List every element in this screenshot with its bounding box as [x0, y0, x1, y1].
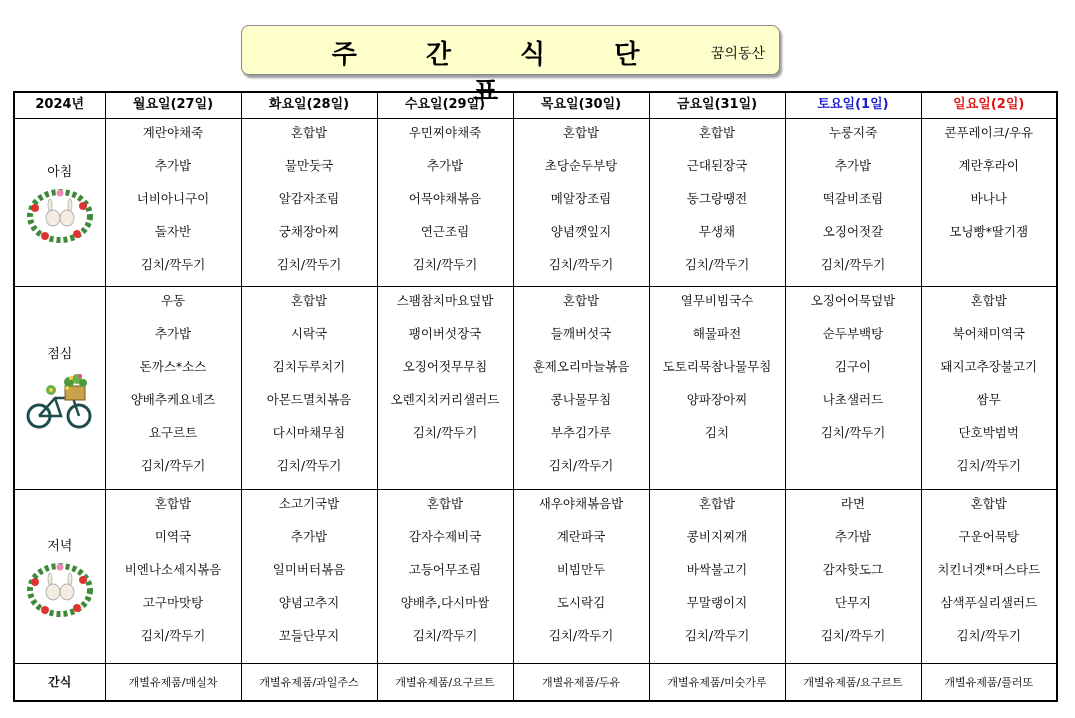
- menu-item: 콩나물무침: [550, 392, 612, 408]
- menu-item: 돈까스*소스: [139, 359, 207, 375]
- meal-label-cell: [14, 489, 105, 663]
- flower-bicycle-icon: [25, 368, 95, 432]
- menu-item: 혼합밥: [290, 293, 328, 309]
- menu-item: 바나나: [970, 191, 1007, 206]
- menu-item: 어묵야채볶음: [408, 191, 482, 206]
- day-header: 화요일(28일): [241, 92, 377, 119]
- menu-item: 양념고추지: [278, 594, 340, 610]
- menu-cell: [377, 287, 513, 489]
- menu-item: 도토리묵참나물무침: [662, 359, 772, 375]
- menu-item: 누룽지죽: [828, 125, 878, 140]
- menu-cell: [921, 119, 1057, 287]
- menu-item: 부추김가루: [550, 425, 612, 441]
- menu-item: 김치/깍두기: [548, 627, 614, 643]
- menu-item: 오징어젓무무침: [402, 359, 488, 375]
- menu-cell: [513, 287, 649, 489]
- menu-item: 떡갈비조림: [822, 191, 884, 206]
- menu-item: 감자핫도그: [822, 561, 884, 577]
- menu-cell: [785, 489, 921, 663]
- menu-item: 김치/깍두기: [140, 627, 206, 643]
- menu-item: 감자수제비국: [408, 528, 482, 544]
- menu-item: 꼬들단무지: [278, 627, 340, 643]
- menu-item: 다시마채무침: [272, 425, 346, 441]
- menu-item: 김치/깍두기: [820, 257, 886, 272]
- menu-item: 고구마맛탕: [142, 594, 204, 610]
- menu-item: 스팸참치마요덮밥: [396, 293, 494, 309]
- menu-cell: [105, 489, 241, 663]
- menu-item: 추가밥: [290, 528, 328, 544]
- menu-item: 김치/깍두기: [412, 257, 478, 272]
- menu-item: 양배추케요네즈: [130, 392, 216, 408]
- menu-item: 단무지: [834, 594, 872, 610]
- menu-cell: [377, 489, 513, 663]
- menu-item: 김치/깍두기: [548, 257, 614, 272]
- menu-item: 김치/깍두기: [548, 458, 614, 474]
- menu-item: 혼합밥: [698, 125, 736, 140]
- menu-item: 김치/깍두기: [276, 257, 342, 272]
- menu-item: 추가밥: [834, 528, 872, 544]
- menu-item: 고등어무조림: [408, 561, 482, 577]
- menu-item: 일미버터볶음: [272, 561, 346, 577]
- day-header: 수요일(29일): [377, 92, 513, 119]
- snack-label: 간식: [14, 663, 105, 701]
- year-header: 2024년: [14, 92, 105, 119]
- menu-item: 단호박범벅: [958, 425, 1019, 441]
- menu-item: 나초샐러드: [822, 392, 884, 408]
- menu-item: 계란후라이: [958, 158, 1019, 173]
- meal-label-cell: [14, 119, 105, 287]
- menu-item: 라면: [840, 495, 866, 511]
- menu-item: 오징어어묵덮밥: [810, 293, 896, 309]
- snack-cell: 개별유제품/과일주스: [241, 663, 377, 701]
- bunny-wreath-icon: [25, 186, 95, 244]
- menu-item: 알감자조림: [278, 191, 340, 206]
- menu-item: 양배추,다시마쌈: [400, 594, 490, 610]
- snack-cell: 개별유제품/두유: [513, 663, 649, 701]
- menu-item: 삼색푸실리샐러드: [940, 594, 1038, 610]
- menu-item: 김치/깍두기: [140, 257, 206, 272]
- menu-item: 시락국: [290, 326, 328, 342]
- menu-item: 계란파국: [556, 528, 606, 544]
- menu-cell: [513, 119, 649, 287]
- menu-item: 북어채미역국: [952, 326, 1025, 342]
- menu-item: 연근조림: [420, 224, 470, 239]
- day-header: 목요일(30일): [513, 92, 649, 119]
- menu-item: 요구르트: [148, 425, 198, 441]
- menu-item: 오렌지치커리샐러드: [390, 392, 500, 408]
- menu-item: 혼합밥: [562, 293, 600, 309]
- bunny-wreath-icon: [25, 560, 95, 618]
- menu-cell: [921, 489, 1057, 663]
- menu-item: 무생채: [698, 224, 736, 239]
- menu-item: 추가밥: [426, 158, 464, 173]
- meal-label-cell: [14, 287, 105, 489]
- menu-item: 소고기국밥: [278, 495, 340, 511]
- day-header-sunday: 일요일(2일): [921, 92, 1057, 119]
- menu-item: 추가밥: [834, 158, 872, 173]
- menu-item: 추가밥: [154, 158, 192, 173]
- menu-item: 김치/깍두기: [276, 458, 342, 474]
- menu-item: 김치/깍두기: [412, 627, 478, 643]
- snack-cell: 개별유제품/플러또: [921, 663, 1057, 701]
- menu-item: 새우야채볶음밥: [538, 495, 624, 511]
- menu-item: 김치두루치기: [272, 359, 346, 375]
- menu-item: 김치/깍두기: [684, 257, 750, 272]
- menu-item: 혼합밥: [562, 125, 600, 140]
- menu-item: 김치/깍두기: [820, 627, 886, 643]
- snack-cell: 개별유제품/요구르트: [377, 663, 513, 701]
- page-title: 주 간 식 단 표: [331, 40, 670, 107]
- menu-item: 무말랭이지: [686, 594, 748, 610]
- menu-item: 혼합밥: [970, 495, 1007, 511]
- menu-item: 혼합밥: [290, 125, 328, 140]
- menu-cell: [105, 119, 241, 287]
- menu-item: 너비아니구이: [136, 191, 210, 206]
- menu-cell: [785, 287, 921, 489]
- menu-item: 김치/깍두기: [140, 458, 206, 474]
- menu-cell: [377, 119, 513, 287]
- meal-row-1: [14, 287, 1057, 489]
- menu-item: 모닝빵*딸기잼: [949, 224, 1029, 239]
- menu-item: 도시락김: [556, 594, 606, 610]
- menu-item: 양념깻잎지: [550, 224, 612, 239]
- menu-item: 열무비빔국수: [680, 293, 754, 309]
- menu-cell: [241, 287, 377, 489]
- weekly-menu-table: [13, 91, 1058, 702]
- menu-item: 비빔만두: [556, 561, 606, 577]
- menu-item: 추가밥: [154, 326, 192, 342]
- menu-item: 김치/깍두기: [956, 627, 1022, 643]
- menu-item: 메알장조림: [550, 191, 612, 206]
- menu-item: 양파장아찌: [686, 392, 748, 408]
- menu-item: 우민찌야채죽: [408, 125, 482, 140]
- menu-cell: [785, 119, 921, 287]
- menu-item: 해물파전: [692, 326, 742, 342]
- day-header: 월요일(27일): [105, 92, 241, 119]
- menu-cell: [241, 119, 377, 287]
- menu-item: 김구이: [834, 359, 872, 375]
- menu-item: 김치: [704, 425, 730, 441]
- menu-item: 팽이버섯장국: [408, 326, 482, 342]
- day-header-saturday: 토요일(1일): [785, 92, 921, 119]
- menu-item: 순두부백탕: [822, 326, 884, 342]
- menu-item: 치킨너겟*머스타드: [937, 561, 1041, 577]
- menu-item: 물만둣국: [284, 158, 334, 173]
- menu-item: 미역국: [154, 528, 192, 544]
- meal-label: 점심: [47, 347, 73, 363]
- menu-item: 혼합밥: [970, 293, 1007, 309]
- menu-item: 궁채장아찌: [278, 224, 340, 239]
- menu-item: 김치/깍두기: [684, 627, 750, 643]
- menu-item: 초당순두부탕: [544, 158, 618, 173]
- menu-item: 구운어묵탕: [958, 528, 1019, 544]
- menu-item: 쌈무: [976, 392, 1001, 408]
- menu-item: 훈제오리마늘볶음: [532, 359, 630, 375]
- menu-item: 동그랑땡전: [686, 191, 748, 206]
- menu-cell: [649, 489, 785, 663]
- menu-item: 계란야채죽: [142, 125, 204, 140]
- menu-cell: [649, 287, 785, 489]
- meal-row-0: [14, 119, 1057, 287]
- snack-cell: 개별유제품/매실차: [105, 663, 241, 701]
- meal-label: 아침: [47, 165, 73, 181]
- menu-cell: [649, 119, 785, 287]
- menu-item: 혼합밥: [698, 495, 736, 511]
- menu-item: 아몬드멸치볶음: [266, 392, 352, 408]
- meal-label: 저녁: [47, 538, 73, 554]
- menu-item: 들깨버섯국: [550, 326, 612, 342]
- menu-item: 혼합밥: [426, 495, 464, 511]
- menu-cell: [241, 489, 377, 663]
- menu-item: 김치/깍두기: [820, 425, 886, 441]
- menu-item: 콘푸레이크/우유: [944, 125, 1034, 140]
- menu-item: 비엔나소세지볶음: [124, 561, 222, 577]
- menu-cell: [513, 489, 649, 663]
- menu-item: 돌자반: [154, 224, 192, 239]
- day-header: 금요일(31일): [649, 92, 785, 119]
- menu-item: 혼합밥: [154, 495, 192, 511]
- menu-item: 돼지고추장불고기: [940, 359, 1038, 375]
- menu-item: 우동: [160, 293, 186, 309]
- snack-cell: 개별유제품/미숫가루: [649, 663, 785, 701]
- menu-item: 김치/깍두기: [412, 425, 478, 441]
- menu-item: 오징어젓갈: [822, 224, 884, 239]
- snack-cell: 개별유제품/요구르트: [785, 663, 921, 701]
- menu-item: 근대된장국: [686, 158, 748, 173]
- menu-item: 김치/깍두기: [956, 458, 1022, 474]
- menu-cell: [921, 287, 1057, 489]
- menu-cell: [105, 287, 241, 489]
- menu-item: 콩비지찌개: [686, 528, 748, 544]
- page-subtitle: 꿈의동산: [710, 46, 765, 62]
- menu-item: 바싹불고기: [686, 561, 748, 577]
- meal-row-2: [14, 489, 1057, 663]
- snack-row: [14, 663, 1057, 701]
